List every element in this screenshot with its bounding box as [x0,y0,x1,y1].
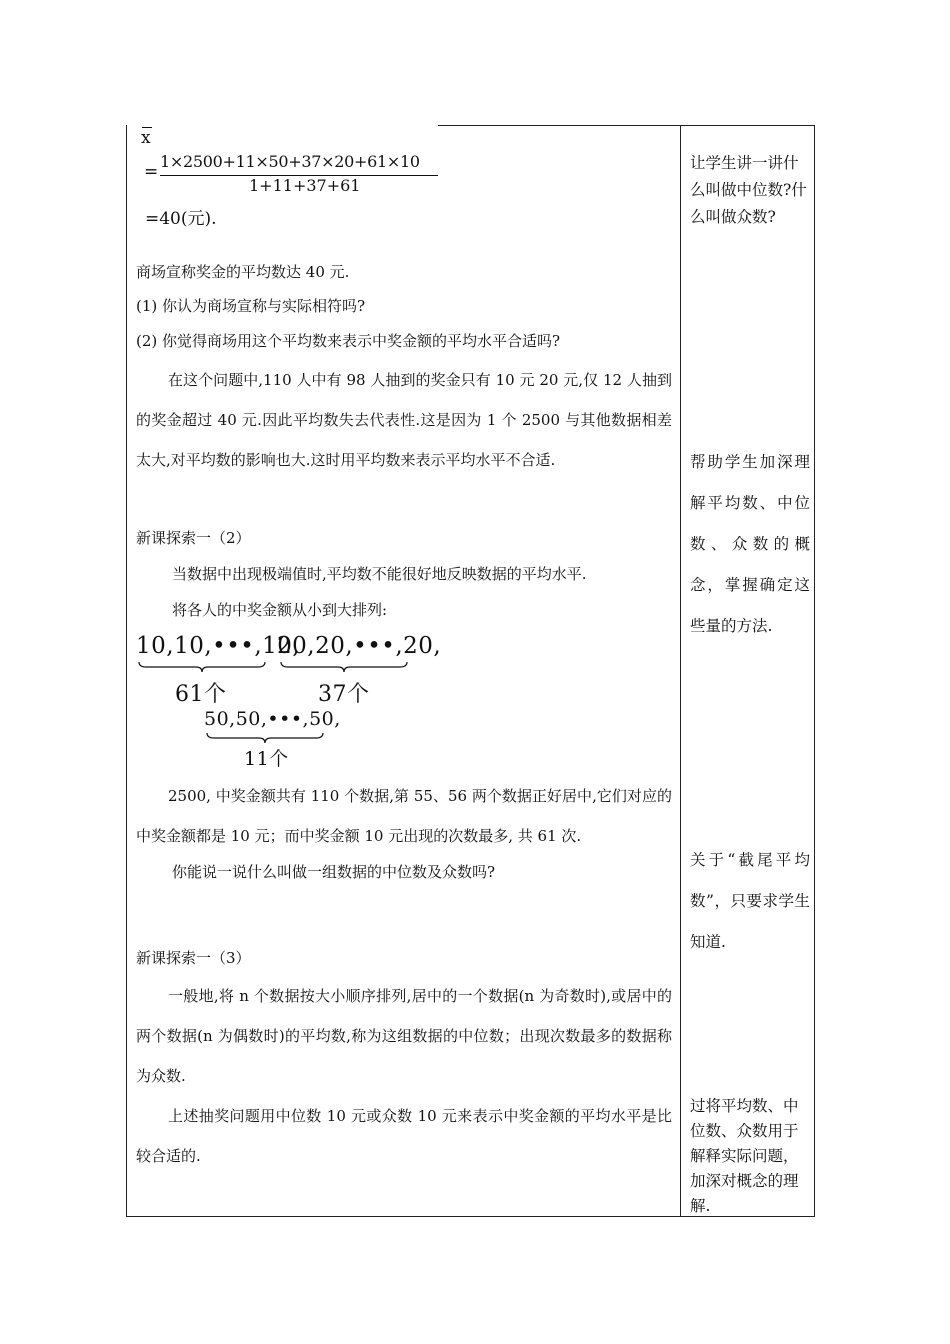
formula-result: =40(元). [145,209,217,229]
count-11-label: 11个 [244,748,289,770]
formula-numerator: 1×2500+11×50+37×20+61×10 [160,152,420,171]
side-note-2: 帮助学生加深理解平均数、中位数、众数的概念，掌握确定这些量的方法. [690,453,810,635]
section-heading-2: 新课探索一（2） [136,529,251,547]
count-37-label: 37个 [318,682,370,707]
sequence-10: 10,10,•••,10, [136,633,301,659]
formula-denominator: 1+11+37+61 [249,176,361,195]
sequence-20: 20,20,•••,20, [277,633,442,659]
sequence-50: 50,50,•••,50, [204,708,341,730]
ask-line: 你能说一说什么叫做一组数据的中位数及众数吗? [172,863,496,881]
side-note-1: 让学生讲一讲什么叫做中位数?什么叫做众数? [690,154,807,226]
analysis-paragraph: 在这个问题中,110 人中有 98 人抽到的奖金只有 10 元 20 元,仅 12 人抽到的奖金超过 40 元.因此平均数失去代表性.这是因为 1 个 2500 与其他数据相差太大,对平均数的影响也大.这时用平均数来表示平均水平不合适. [136,371,672,469]
mean-symbol: x [141,128,151,148]
count-61-label: 61个 [175,682,227,707]
side-note-4: 过将平均数、中位数、众数用于解释实际问题，加深对概念的理解. [690,1097,799,1215]
column-divider [680,125,681,1217]
extreme-value-line: 当数据中出现极端值时,平均数不能很好地反映数据的平均水平. [172,565,587,583]
claim-line: 商场宣称奖金的平均数达 40 元. [136,263,350,281]
underbrace-61 [138,660,266,674]
question-2: (2) 你觉得商场用这个平均数来表示中奖金额的平均水平合适吗? [136,332,561,350]
question-1: (1) 你认为商场宣称与实际相符吗? [136,297,366,315]
table-top-gap [127,123,438,127]
underbrace-37 [280,660,408,674]
definition-paragraph: 一般地,将 n 个数据按大小顺序排列,居中的一个数据(n 为奇数时),或居中的两个数据(n 为偶数时)的平均数,称为这组数据的中位数；出现次数最多的数据称为众数. [136,987,672,1085]
underbrace-11 [206,731,324,745]
sort-line: 将各人的中奖金额从小到大排列: [172,601,388,619]
section-heading-3: 新课探索一（3） [136,949,251,967]
conclusion-paragraph: 上述抽奖问题用中位数 10 元或众数 10 元来表示中奖金额的平均水平是比较合适的. [136,1107,672,1165]
side-note-3: 关于“截尾平均数”，只要求学生知道. [690,851,810,951]
median-explain-paragraph: 2500, 中奖金额共有 110 个数据,第 55、56 两个数据正好居中,它们对应的中奖金额都是 10 元；而中奖金额 10 元出现的次数最多, 共 61 次. [136,787,672,845]
formula-equals: = [144,162,159,182]
